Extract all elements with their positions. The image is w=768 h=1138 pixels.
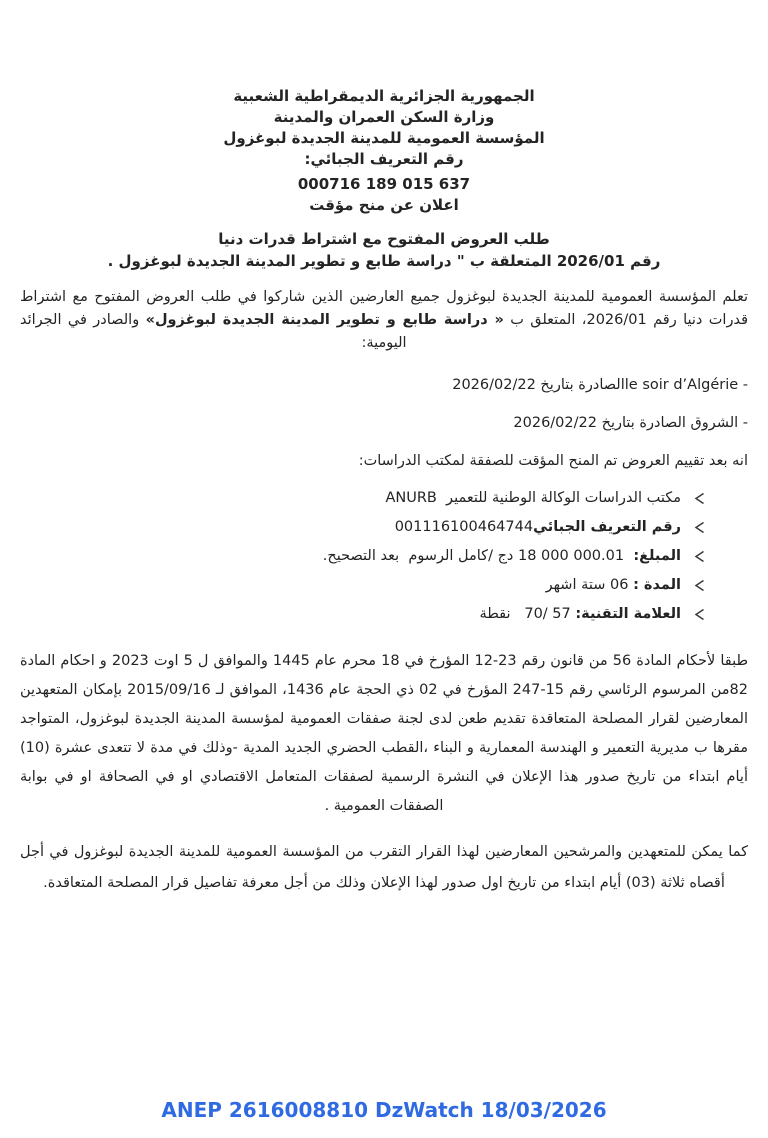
tender-title-line2: رقم 2026/01 المتعلقة ب " دراسة طابع و تطوير المدينة الجديدة لبوغزول . (107, 252, 661, 270)
item-label: المدة : (633, 577, 681, 593)
anep-footer-line: ANEP 2616008810 DzWatch 18/03/2026 (161, 1098, 607, 1122)
newspaper-item-echorouk: - الشروق الصادرة بتاريخ 2026/02/22 (513, 415, 748, 431)
award-details-list (20, 488, 748, 625)
list-item-duration (90, 575, 706, 596)
list-item-content (546, 575, 681, 596)
award-intro-line: انه بعد تقييم العروض تم المنح المؤقت للصفقة لمكتب الدراسات: (358, 453, 748, 469)
list-item-amount (90, 546, 706, 567)
header-line-ministry: وزارة السكن العمران والمدينة (273, 108, 495, 126)
list-item-content (385, 488, 681, 509)
header-line-republic: الجمهورية الجزائرية الديمقراطية الشعبية (233, 87, 535, 105)
item-label: رقم التعريف الجبائي (533, 519, 681, 535)
newspaper-item-lesoir: - le soir d’Algérieالصادرة بتاريخ 2026/02/22 (452, 377, 748, 393)
document-header (20, 86, 748, 170)
nif-number: 000716 189 015 637 (297, 175, 471, 193)
list-item-fiscal-id (90, 517, 706, 538)
item-text: 06 ستة اشهر (545, 577, 634, 593)
intro-segment-1: تعلم المؤسسة العمومية للمدينة الجديدة لبوغزول جميع العارضين الذين شاركوا في طلب العروض المفتوح مع اشتراط قدرات دنيا رقم 2026/01، المتعلق ب (20, 289, 749, 328)
intro-segment-study-name: « دراسة طابع و تطوير المدينة الجديدة لبوغزول» (145, 312, 504, 328)
list-item-content (323, 546, 681, 567)
list-item-content (395, 517, 681, 538)
item-text: 001116100464744 (394, 519, 534, 535)
header-line-establishment: المؤسسة العمومية للمدينة الجديدة لبوغزول (223, 129, 545, 147)
tender-title (20, 228, 748, 272)
arrow-bullet-icon (693, 579, 706, 592)
newspaper-list (20, 375, 748, 434)
tender-title-line1: طلب العروض المفتوح مع اشتراط قدرات دنيا (218, 230, 550, 248)
list-item-content (479, 604, 681, 625)
details-request-paragraph: كما يمكن للمتعهدين والمرشحين المعارضين لهذا القرار التقرب من المؤسسة العمومية للمدينة الجديدة لبوغزول في أجل أقصاه ثلاثة (03) أيام ابتداء من تاريخ اول صدور لهذا الإعلان وذلك من أجل معرفة تفاصيل قرار المصلحة المتعاقدة. (20, 844, 748, 891)
list-item-technical-score (90, 604, 706, 625)
arrow-bullet-icon (693, 521, 706, 534)
intro-segment-3: والصادر في الجرائد اليومية: (20, 312, 407, 351)
list-item-office (90, 488, 706, 509)
legal-appeal-paragraph: طبقا لأحكام المادة 56 من قانون رقم 23-12 المؤرخ في 18 محرم عام 1445 والموافق ل 5 اوت 2023 و احكام المادة 82من المرسوم الرئاسي رقم 15-247 المؤرخ في 02 ذي الحجة عام 1436، الموافق لـ 2015/09/16 بإمكان المتعهدين المعارضين لقرار المصلحة المتعاقدة تقديم طعن لدى لجنة صفقات العمومية لمؤسسة المدينة الجديدة لبوغزول، المتواجد مقرها ب مديرية التعمير و الهندسة المعمارية و البناء ،القطب الحضري الجديد المدية -وذلك في مدة لا تتعدى عشرة (10) أيام ابتداء من تاريخ صدور هذا الإعلان في النشرة الرسمية لصفقات المتعامل الاقتصادي او في الصحافة او في بوابة الصفقات العمومية . (20, 653, 748, 814)
item-text: 57 /70 نقطة (479, 606, 576, 622)
item-text: ‪18 000 000.01‬ دج /كامل الرسوم بعد التصحيح. (322, 548, 634, 564)
arrow-bullet-icon (693, 492, 706, 505)
grant-notice-title: اعلان عن منح مؤقت (309, 196, 459, 214)
arrow-bullet-icon (693, 608, 706, 621)
header-line-nif-label: رقم التعريف الجبائي: (304, 150, 464, 168)
item-text: مكتب الدراسات الوكالة الوطنية للتعمير ANURB (385, 490, 681, 506)
arrow-bullet-icon (693, 550, 706, 563)
item-label: المبلغ: (633, 548, 681, 564)
item-label: العلامة التقنية: (575, 606, 681, 622)
intro-paragraph (20, 286, 748, 355)
